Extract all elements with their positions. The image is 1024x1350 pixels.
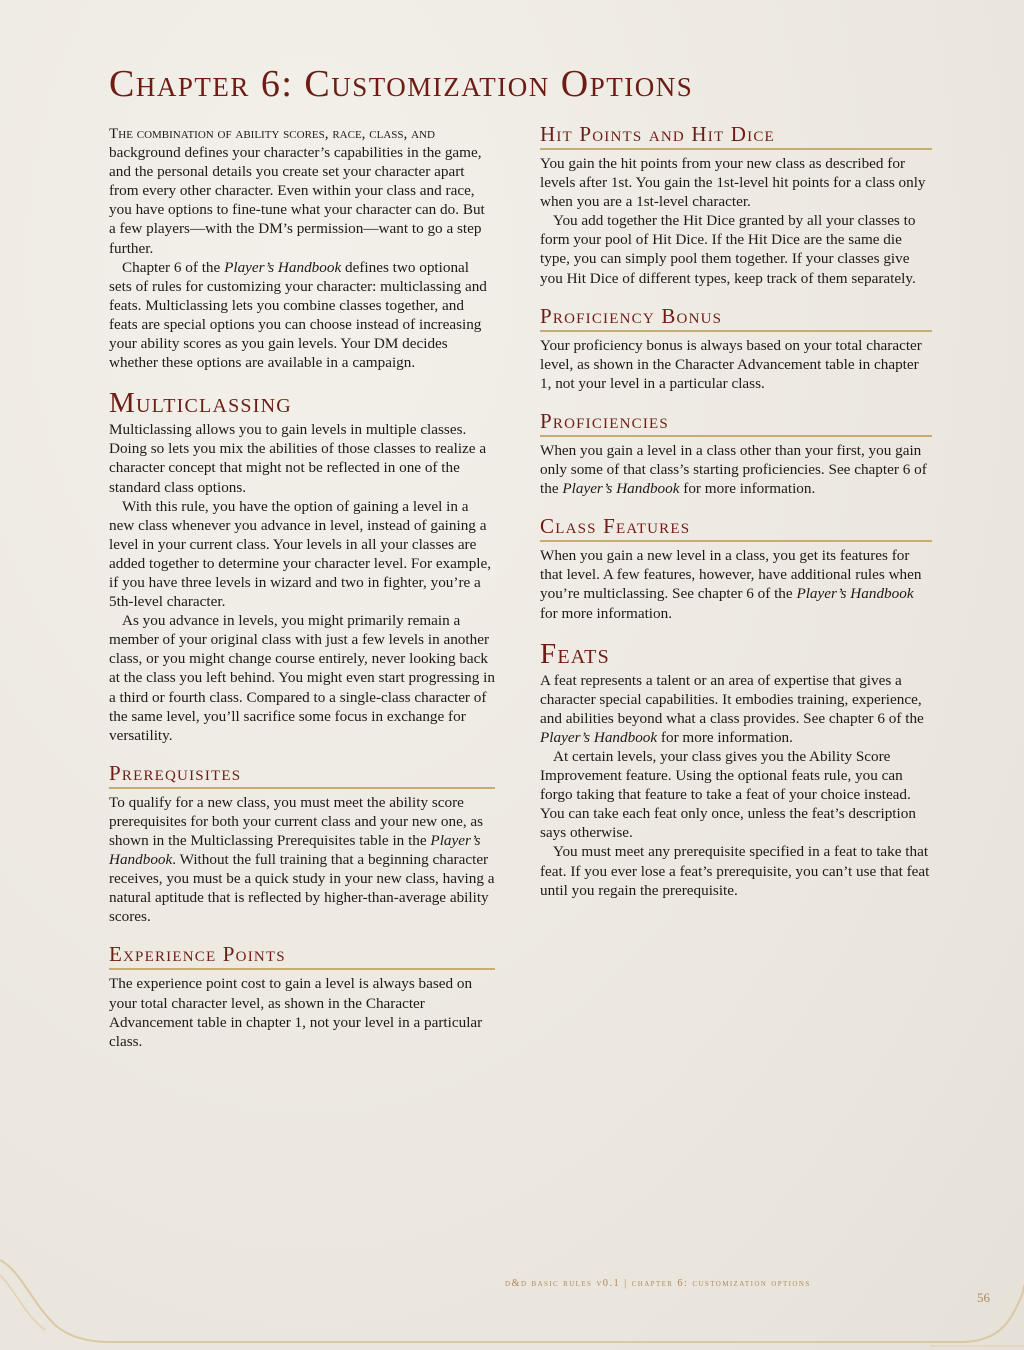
hit-points-heading: Hit Points and Hit Dice: [540, 122, 932, 150]
multiclassing-paragraph: As you advance in levels, you might primarily remain a member of your original class with just a few levels in another class, or you might change course entirely, never looking back at the class you left behind. You might even start progressing in a third or fourth class. Compared to a single-class character of the same level, you’ll sacrifice some focus in exchange for versatility.: [109, 612, 495, 744]
running-title: d&d basic rules v0.1 | chapter 6: customization options: [505, 1278, 811, 1289]
multiclassing-paragraph: Multiclassing allows you to gain levels in multiple classes. Doing so lets you mix the abilities of those classes to realize a character concept that might not be reflected in one of the standard class options.: [109, 421, 487, 496]
right-column: [540, 122, 932, 900]
feats-heading: Feats: [540, 637, 610, 670]
multiclassing-paragraph: With this rule, you have the option of gaining a level in a new class whenever you advance in level, instead of gaining a level in your current class. Your levels in all your classes are added together to determine your character level. For example, if you have three levels in wizard and two in fighter, you’re a 5th-level character.: [109, 497, 492, 611]
page-border-ornament: [0, 1230, 1024, 1350]
proficiencies-paragraph: When you gain a level in a class other than your first, you gain only some of that class’s starting proficiencies. See chapter 6 of the Player’s Handbook for more information.: [540, 441, 927, 498]
page-number: 56: [977, 1290, 990, 1305]
hit-points-paragraph: You gain the hit points from your new class as described for levels after 1st. You gain the 1st-level hit points for a class only when you are a 1st-level character.: [540, 155, 926, 211]
intro-paragraph-2: Chapter 6 of the Player’s Handbook defines two optional sets of rules for customizing your character: multiclassing and feats. Multiclassing lets you combine classes together, and feats are special options you can choose instead of increasing your ability scores as you gain levels. Your DM decides whether these options are available in a campaign.: [109, 258, 487, 372]
proficiency-bonus-heading: Proficiency Bonus: [540, 304, 932, 332]
class-features-heading: Class Features: [540, 514, 932, 542]
class-features-paragraph: When you gain a new level in a class, you get its features for that level. A few features, however, have additional rules when you’re multiclassing. See chapter 6 of the Player’s Handbook for more information.: [540, 547, 922, 622]
feats-paragraph: A feat represents a talent or an area of expertise that gives a character special capabilities. It embodies training, experience, and abilities beyond what a class provides. See chapter 6 of the Player’s Handbook for more information.: [540, 671, 924, 746]
intro-paragraph: The combination of ability scores, race, class, and background defines your character’s capabilities in the game, and the personal details you create set your character apart from every other character. Even within your class and race, you have options to fine-tune what your character can do. But a few players—with the DM’s permission—want to go a step further.: [109, 125, 485, 257]
chapter-title: Chapter 6: Customization Options: [109, 63, 694, 105]
prerequisites-paragraph: To qualify for a new class, you must meet the ability score prerequisites for both your current class and your new one, as shown in the Multiclassing Prerequisites table in the Player’s Handbook. Without the full training that a beginning character receives, you must be a quick study in your new class, having a natural aptitude that is reflected by higher-than-average ability scores.: [109, 793, 495, 926]
left-column: [109, 124, 495, 1051]
experience-points-heading: Experience Points: [109, 942, 495, 970]
proficiency-bonus-paragraph: Your proficiency bonus is always based on your total character level, as shown in the Character Advancement table in chapter 1, not your level in a particular class.: [540, 336, 922, 392]
hit-points-paragraph: You add together the Hit Dice granted by all your classes to form your pool of Hit Dice. If the Hit Dice are the same die type, you can simply pool them together. If your classes give you Hit Dice of different types, keep track of them separately.: [540, 212, 916, 287]
feats-paragraph: At certain levels, your class gives you the Ability Score Improvement feature. Using the optional feats rule, you can forgo taking that feature to take a feat of your choice instead. You can take each feat only once, unless the feat’s description says otherwise.: [540, 747, 916, 842]
running-footer: [505, 1278, 811, 1289]
prerequisites-heading: Prerequisites: [109, 761, 495, 789]
multiclassing-heading: Multiclassing: [109, 387, 292, 420]
feats-paragraph: You must meet any prerequisite specified in a feat to take that feat. If you ever lose a feat’s prerequisite, you can’t use that feat until you regain the prerequisite.: [540, 843, 930, 899]
proficiencies-heading: Proficiencies: [540, 409, 932, 437]
experience-points-paragraph: The experience point cost to gain a level is always based on your total character level, as shown in the Character Advancement table in chapter 1, not your level in a particular class.: [109, 975, 483, 1050]
